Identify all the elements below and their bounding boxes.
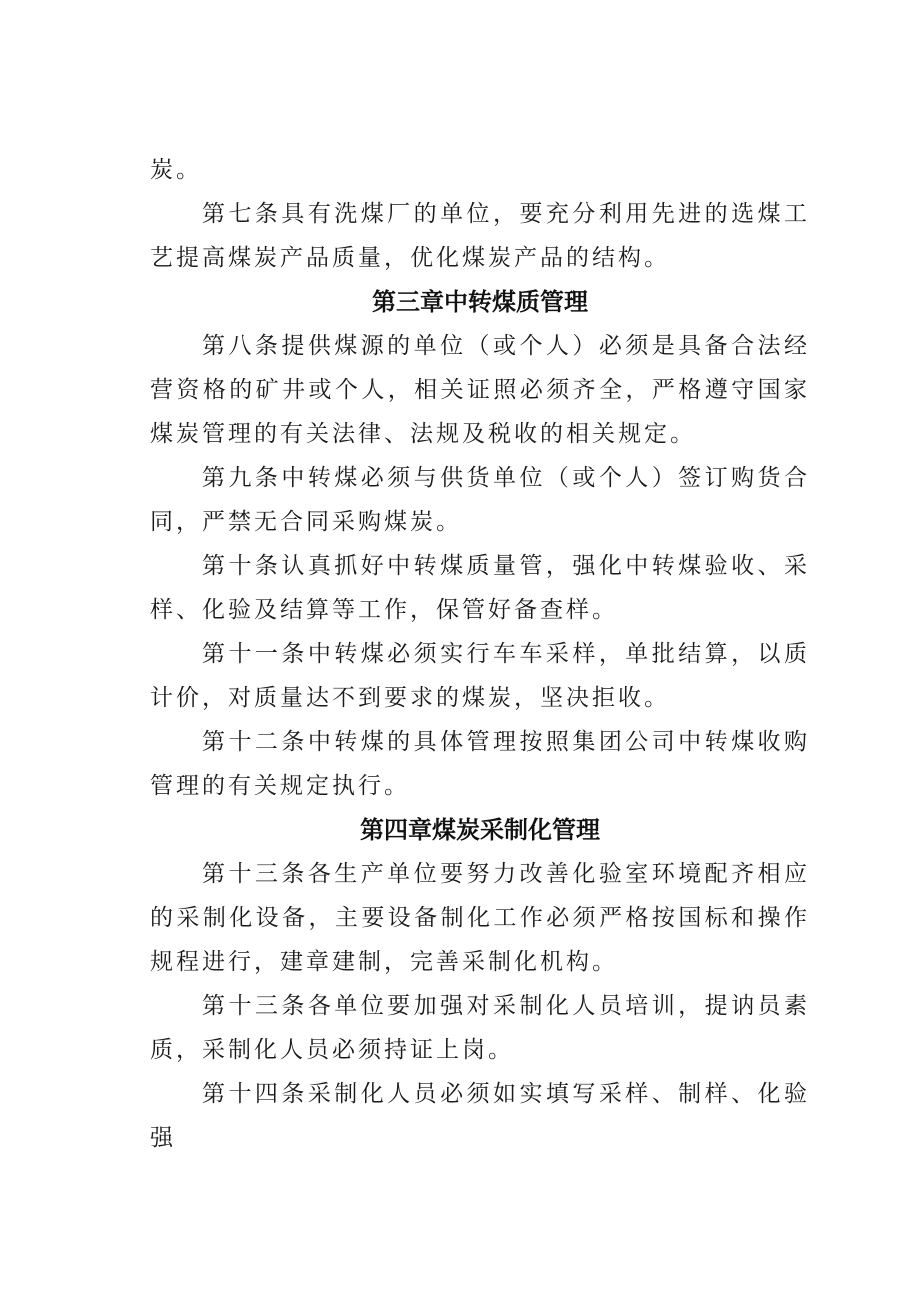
continuation-text: 炭。 xyxy=(150,157,202,183)
document-body xyxy=(150,148,810,1160)
chapter-4-heading: 第四章煤炭采制化管理 xyxy=(360,816,600,844)
article-10: 第十条认真抓好中转煤质量管，强化中转煤验收、采样、化验及结算等工作，保管好备查样。 xyxy=(150,553,810,623)
article-11: 第十一条中转煤必须实行车车采样，单批结算，以质计价，对质量达不到要求的煤炭，坚决拒收。 xyxy=(150,641,810,711)
article-9: 第九条中转煤必须与供货单位（或个人）签订购货合同，严禁无合同采购煤炭。 xyxy=(150,465,810,535)
article-7: 第七条具有洗煤厂的单位，要充分利用先进的选煤工艺提高煤炭产品质量，优化煤炭产品的结构。 xyxy=(150,201,810,271)
article-12: 第十二条中转煤的具体管理按照集团公司中转煤收购管理的有关规定执行。 xyxy=(150,729,810,799)
article-14: 第十四条采制化人员必须如实填写采样、制样、化验强 xyxy=(150,1081,810,1151)
chapter-3-heading: 第三章中转煤质管理 xyxy=(372,288,588,316)
article-13-a: 第十三条各生产单位要努力改善化验室环境配齐相应的采制化设备，主要设备制化工作必须严格按国标和操作规程进行，建章建制，完善采制化机构。 xyxy=(150,861,810,975)
article-13-b: 第十三条各单位要加强对采制化人员培训，提讷员素质，采制化人员必须持证上岗。 xyxy=(150,993,810,1063)
article-8: 第八条提供煤源的单位（或个人）必须是具备合法经营资格的矿井或个人，相关证照必须齐全，严格遵守国家煤炭管理的有关法律、法规及税收的相关规定。 xyxy=(150,333,810,447)
